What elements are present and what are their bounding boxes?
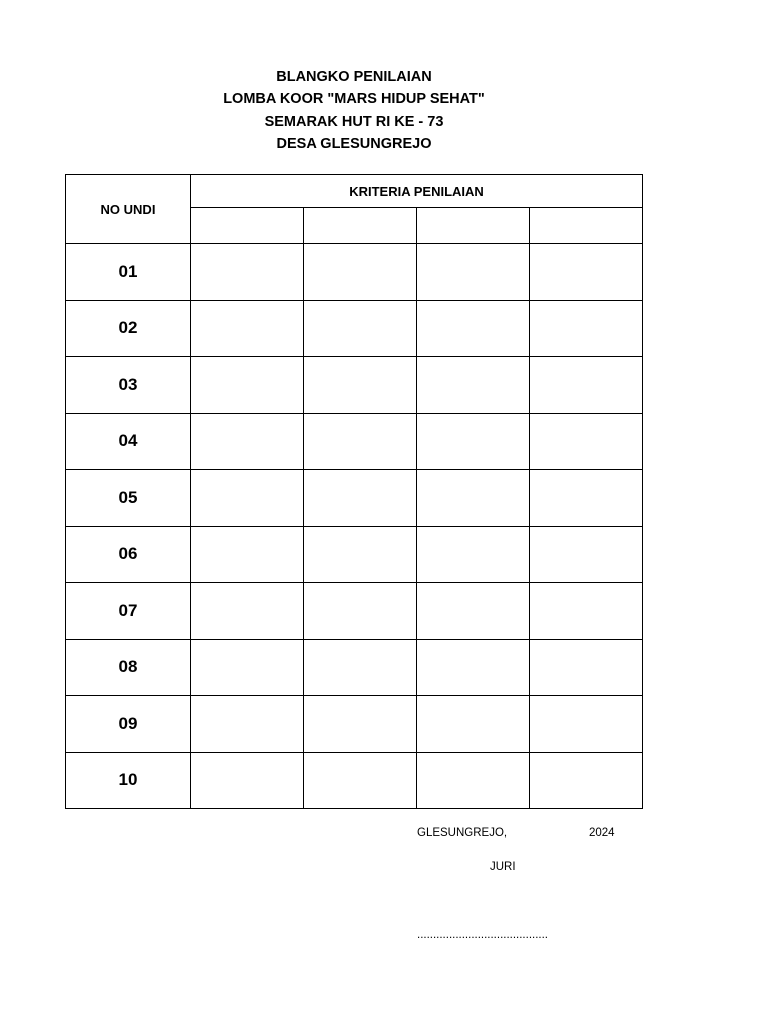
criteria-cell[interactable] bbox=[304, 208, 417, 244]
score-cell[interactable] bbox=[304, 696, 417, 753]
score-cell[interactable] bbox=[417, 583, 530, 640]
header-title: BLANGKO PENILAIAN bbox=[276, 69, 432, 85]
row-number: 10 bbox=[66, 752, 191, 809]
score-cell[interactable] bbox=[417, 244, 530, 301]
criteria-cell[interactable] bbox=[417, 208, 530, 244]
score-cell[interactable] bbox=[304, 526, 417, 583]
score-cell[interactable] bbox=[417, 639, 530, 696]
score-cell[interactable] bbox=[304, 357, 417, 414]
score-cell[interactable] bbox=[191, 413, 304, 470]
row-number: 06 bbox=[66, 526, 191, 583]
row-number: 08 bbox=[66, 639, 191, 696]
score-cell[interactable] bbox=[191, 752, 304, 809]
row-number: 05 bbox=[66, 470, 191, 527]
table-row bbox=[66, 583, 643, 640]
score-cell[interactable] bbox=[417, 470, 530, 527]
signature-line: ......................................... bbox=[417, 929, 548, 941]
score-cell[interactable] bbox=[304, 244, 417, 301]
row-number: 04 bbox=[66, 413, 191, 470]
score-cell[interactable] bbox=[191, 357, 304, 414]
score-cell[interactable] bbox=[530, 413, 643, 470]
table-header-row bbox=[66, 175, 643, 208]
criteria-cell[interactable] bbox=[191, 208, 304, 244]
score-cell[interactable] bbox=[304, 752, 417, 809]
score-cell[interactable] bbox=[191, 696, 304, 753]
header-occasion: SEMARAK HUT RI KE - 73 bbox=[264, 113, 444, 130]
score-cell[interactable] bbox=[530, 639, 643, 696]
score-cell[interactable] bbox=[304, 300, 417, 357]
score-cell[interactable] bbox=[304, 470, 417, 527]
score-cell[interactable] bbox=[304, 413, 417, 470]
row-number: 02 bbox=[66, 300, 191, 357]
score-cell[interactable] bbox=[304, 583, 417, 640]
criteria-header: KRITERIA PENILAIAN bbox=[191, 175, 643, 208]
score-cell[interactable] bbox=[530, 300, 643, 357]
score-cell[interactable] bbox=[191, 470, 304, 527]
table-row bbox=[66, 300, 643, 357]
score-cell[interactable] bbox=[530, 244, 643, 301]
no-undi-header: NO UNDI bbox=[66, 175, 191, 244]
footer-year: 2024 bbox=[589, 827, 615, 839]
score-table bbox=[65, 174, 643, 809]
score-cell[interactable] bbox=[417, 696, 530, 753]
score-cell[interactable] bbox=[191, 244, 304, 301]
row-number: 01 bbox=[66, 244, 191, 301]
table-row bbox=[66, 244, 643, 301]
document-header bbox=[0, 66, 708, 155]
score-cell[interactable] bbox=[417, 357, 530, 414]
table-row bbox=[66, 526, 643, 583]
score-cell[interactable] bbox=[304, 639, 417, 696]
score-cell[interactable] bbox=[191, 639, 304, 696]
footer-role: JURI bbox=[490, 861, 516, 873]
score-cell[interactable] bbox=[530, 470, 643, 527]
table-row bbox=[66, 696, 643, 753]
score-cell[interactable] bbox=[191, 300, 304, 357]
table-row bbox=[66, 752, 643, 809]
row-number: 03 bbox=[66, 357, 191, 414]
table-row bbox=[66, 413, 643, 470]
header-village: DESA GLESUNGREJO bbox=[276, 135, 432, 152]
score-cell[interactable] bbox=[191, 583, 304, 640]
header-event: LOMBA KOOR "MARS HIDUP SEHAT" bbox=[223, 91, 485, 108]
table-row bbox=[66, 639, 643, 696]
score-cell[interactable] bbox=[417, 526, 530, 583]
score-cell[interactable] bbox=[530, 583, 643, 640]
score-cell[interactable] bbox=[417, 413, 530, 470]
score-cell[interactable] bbox=[530, 752, 643, 809]
row-number: 07 bbox=[66, 583, 191, 640]
footer-place: GLESUNGREJO, bbox=[417, 827, 508, 839]
score-cell[interactable] bbox=[191, 526, 304, 583]
score-cell[interactable] bbox=[530, 696, 643, 753]
score-cell[interactable] bbox=[530, 526, 643, 583]
criteria-cell[interactable] bbox=[530, 208, 643, 244]
row-number: 09 bbox=[66, 696, 191, 753]
score-cell[interactable] bbox=[417, 752, 530, 809]
table-row bbox=[66, 470, 643, 527]
score-cell[interactable] bbox=[417, 300, 530, 357]
table-row bbox=[66, 357, 643, 414]
score-cell[interactable] bbox=[530, 357, 643, 414]
